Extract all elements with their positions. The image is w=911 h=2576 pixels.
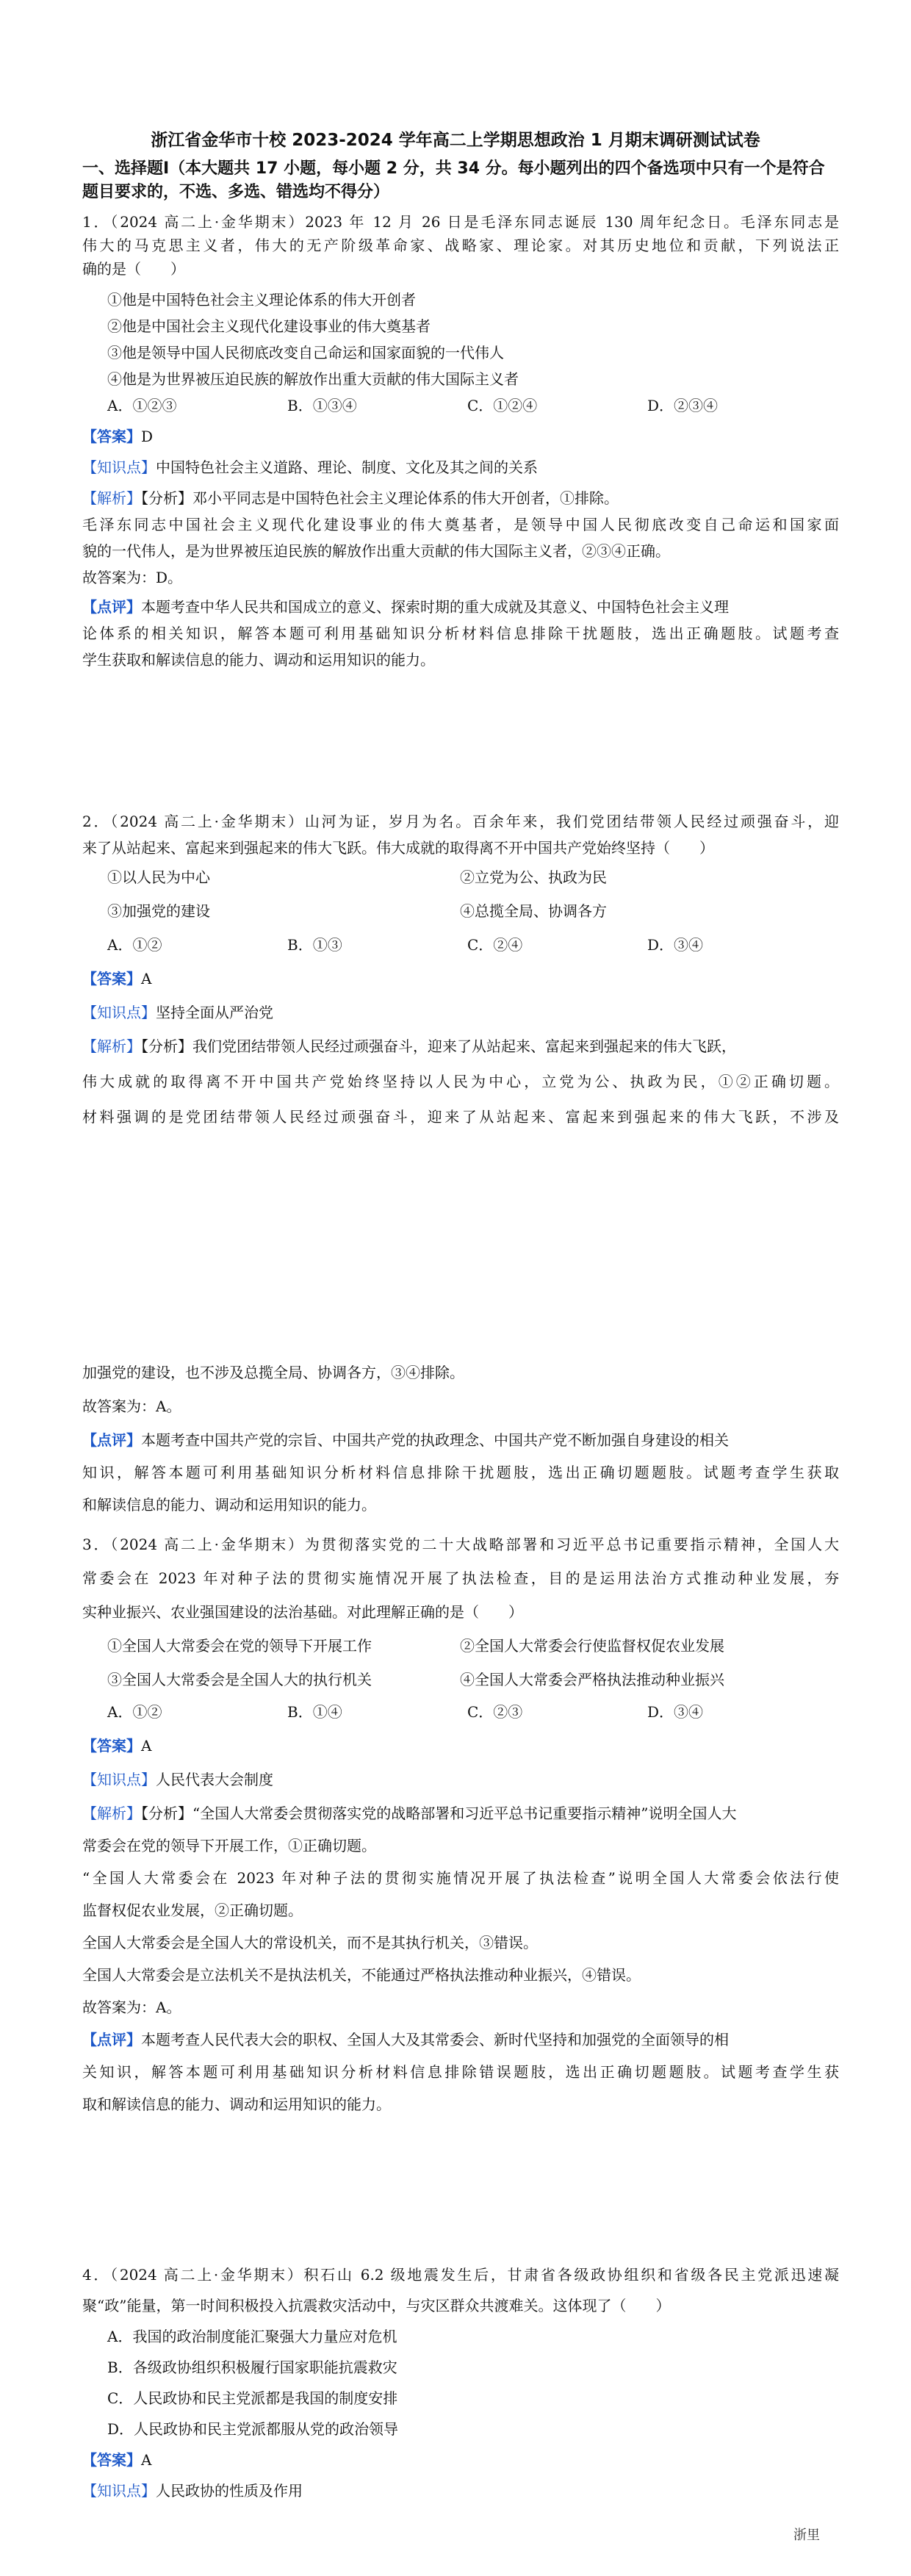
option-1: ①他是中国特色社会主义理论体系的伟大开创者 bbox=[107, 291, 416, 309]
choice-a: A．我国的政治制度能汇聚强大力量应对危机 bbox=[107, 2328, 397, 2345]
choice-b: B．①③ bbox=[287, 936, 342, 954]
option-4: ④全国人大常委会严格执法推动种业振兴 bbox=[460, 1671, 724, 1688]
choice-b: B．各级政协组织积极履行国家职能抗震救灾 bbox=[107, 2359, 397, 2376]
question-stem-line: 常委会在 2023 年对种子法的贯彻实施情况开展了执法检查，目的是运用法治方式推动种业发展，夯 bbox=[82, 1569, 839, 1587]
choice-c: C．人民政协和民主党派都是我国的制度安排 bbox=[107, 2389, 398, 2407]
analysis-line: 常委会在党的领导下开展工作，①正确切题。 bbox=[82, 1837, 376, 1854]
comment-line: 关知识，解答本题可利用基础知识分析材料信息排除错误题肢，选出正确切题题肢。试题考查学生获 bbox=[82, 2063, 839, 2081]
section-heading: 一、选择题Ⅰ（本大题共 17 小题，每小题 2 分，共 34 分。每小题列出的四个备选项中只有一个是符合题目要求的，不选、多选、错选均不得分） bbox=[82, 159, 825, 201]
choice-a: A．①②③ bbox=[107, 397, 177, 414]
question-stem-line: 来了从站起来、富起来到强起来的伟大飞跃。伟大成就的取得离不开中国共产党始终坚持（ ） bbox=[82, 839, 714, 857]
analysis-line: 加强党的建设，也不涉及总揽全局、协调各方，③④排除。 bbox=[82, 1364, 464, 1381]
option-row bbox=[82, 866, 839, 889]
question-2 bbox=[82, 810, 839, 1129]
analysis-text: 【分析】邓小平同志是中国特色社会主义理论体系的伟大开创者，①排除。 bbox=[141, 489, 619, 507]
knowledge-tag: 【知识点】 bbox=[82, 2482, 156, 2500]
analysis-line: 故答案为：A。 bbox=[82, 1998, 181, 2016]
question-4 bbox=[82, 2263, 839, 2503]
choice-c: C．①②④ bbox=[467, 397, 538, 414]
choice-b: B．①④ bbox=[287, 1703, 342, 1721]
comment-line: 知识，解答本题可利用基础知识分析材料信息排除干扰题肢，选出正确切题题肢。试题考查学生获取 bbox=[82, 1464, 839, 1481]
knowledge-text: 坚持全面从严治党 bbox=[156, 1004, 273, 1021]
analysis-line: 监督权促农业发展，②正确切题。 bbox=[82, 1902, 303, 1919]
choice-b: B．①③④ bbox=[287, 397, 357, 414]
option-3: ③全国人大常委会是全国人大的执行机关 bbox=[107, 1671, 372, 1688]
comment-line bbox=[82, 595, 839, 619]
answer-tag: 【答案】 bbox=[82, 2451, 141, 2469]
analysis-line bbox=[82, 1802, 839, 1825]
comment-line: 和解读信息的能力、调动和运用知识的能力。 bbox=[82, 1496, 376, 1514]
document-title: 浙江省金华市十校 2023-2024 学年高二上学期思想政治 1 月期末调研测试试卷 bbox=[151, 131, 760, 150]
option-2: ②立党为公、执政为民 bbox=[460, 868, 607, 886]
answer-value: A bbox=[141, 970, 152, 987]
choice-d: D．③④ bbox=[647, 1703, 704, 1721]
analysis-tag: 【解析】 bbox=[82, 1037, 141, 1055]
choice-d: D．②③④ bbox=[647, 397, 719, 414]
question-stem-line: 3．（2024 高二上·金华期末）为贯彻落实党的二十大战略部署和习近平总书记重要指示精神，全国人大 bbox=[82, 1536, 839, 1553]
analysis-line bbox=[82, 486, 839, 510]
question-stem-line: 实种业振兴、农业强国建设的法治基础。对此理解正确的是（ ） bbox=[82, 1603, 523, 1621]
knowledge-text: 中国特色社会主义道路、理论、制度、文化及其之间的关系 bbox=[156, 458, 538, 476]
question-stem-line: 聚“政”能量，第一时间积极投入抗震救灾活动中，与灾区群众共渡难关。这体现了（ ） bbox=[82, 2297, 671, 2314]
option-1: ①全国人大常委会在党的领导下开展工作 bbox=[107, 1637, 372, 1655]
analysis-line bbox=[82, 1035, 839, 1058]
question-stem-line: 伟大的马克思主义者，伟大的无产阶级革命家、战略家、理论家。对其历史地位和贡献，下列说法正 bbox=[82, 237, 839, 254]
comment-line: 论体系的相关知识，解答本题可利用基础知识分析材料信息排除干扰题肢，选出正确题肢。试题考查 bbox=[82, 625, 839, 642]
answer-value: A bbox=[141, 1737, 152, 1755]
comment-text: 本题考查中国共产党的宗旨、中国共产党的执政理念、中国共产党不断加强自身建设的相关 bbox=[141, 1431, 729, 1449]
choice-a: A．①② bbox=[107, 1703, 162, 1721]
analysis-line: 貌的一代伟人，是为世界被压迫民族的解放作出重大贡献的伟大国际主义者，②③④正确。 bbox=[82, 542, 670, 560]
answer-tag: 【答案】 bbox=[82, 1737, 141, 1755]
option-2: ②他是中国社会主义现代化建设事业的伟大奠基者 bbox=[107, 317, 431, 335]
question-stem-line: 4．（2024 高二上·金华期末）积石山 6.2 级地震发生后，甘肃省各级政协组织和省级各民主党派迅速凝 bbox=[82, 2266, 839, 2284]
question-stem-line: 确的是（ ） bbox=[82, 260, 185, 278]
knowledge-point bbox=[82, 1001, 839, 1024]
analysis-line: “全国人大常委会在 2023 年对种子法的贯彻实施情况开展了执法检查”说明全国人大常委会依法行使 bbox=[82, 1869, 839, 1887]
answer-choices bbox=[82, 394, 839, 417]
question-1 bbox=[82, 210, 839, 672]
question-3 bbox=[82, 1533, 839, 2116]
comment-tag: 【点评】 bbox=[82, 2031, 141, 2048]
option-row bbox=[82, 1634, 839, 1658]
comment-tag: 【点评】 bbox=[82, 598, 141, 616]
choice-c: C．②③ bbox=[467, 1703, 523, 1721]
analysis-text: 【分析】我们党团结带领人民经过顽强奋斗，迎来了从站起来、富起来到强起来的伟大飞跃， bbox=[141, 1037, 736, 1055]
choice-a: A．①② bbox=[107, 936, 162, 954]
analysis-tag: 【解析】 bbox=[82, 1805, 141, 1822]
answer-tag: 【答案】 bbox=[82, 970, 141, 987]
option-row bbox=[82, 1668, 839, 1691]
choice-c: C．②④ bbox=[467, 936, 523, 954]
knowledge-point bbox=[82, 2479, 839, 2503]
analysis-line: 伟大成就的取得离不开中国共产党始终坚持以人民为中心，立党为公、执政为民，①②正确切题。 bbox=[82, 1073, 839, 1090]
option-2: ②全国人大常委会行使监督权促农业发展 bbox=[460, 1637, 724, 1655]
answer-line bbox=[82, 1734, 839, 1757]
answer-value: D bbox=[141, 428, 154, 445]
comment-line bbox=[82, 2028, 839, 2051]
comment-line bbox=[82, 1428, 839, 1452]
option-3: ③加强党的建设 bbox=[107, 902, 210, 920]
comment-tag: 【点评】 bbox=[82, 1431, 141, 1449]
answer-value: A bbox=[141, 2451, 152, 2469]
option-4: ④总揽全局、协调各方 bbox=[460, 902, 607, 920]
comment-text: 本题考查中华人民共和国成立的意义、探索时期的重大成就及其意义、中国特色社会主义理 bbox=[141, 598, 729, 616]
analysis-line: 材料强调的是党团结带领人民经过顽强奋斗，迎来了从站起来、富起来到强起来的伟大飞跃，不涉及 bbox=[82, 1108, 839, 1126]
choice-d: D．人民政协和民主党派都服从党的政治领导 bbox=[107, 2420, 399, 2438]
answer-tag: 【答案】 bbox=[82, 428, 141, 445]
knowledge-point bbox=[82, 1768, 839, 1791]
knowledge-tag: 【知识点】 bbox=[82, 458, 156, 476]
comment-line: 学生获取和解读信息的能力、调动和运用知识的能力。 bbox=[82, 651, 435, 669]
option-1: ①以人民为中心 bbox=[107, 868, 210, 886]
knowledge-tag: 【知识点】 bbox=[82, 1771, 156, 1788]
answer-choices bbox=[82, 933, 839, 957]
choice-d: D．③④ bbox=[647, 936, 704, 954]
comment-text: 本题考查人民代表大会的职权、全国人大及其常委会、新时代坚持和加强党的全面领导的相 bbox=[141, 2031, 729, 2048]
answer-line bbox=[82, 2448, 839, 2472]
question-stem-line: 2．（2024 高二上·金华期末）山河为证，岁月为名。百余年来，我们党团结带领人民经过顽强奋斗，迎 bbox=[82, 813, 839, 830]
analysis-line: 故答案为：A。 bbox=[82, 1397, 181, 1415]
answer-line bbox=[82, 425, 839, 448]
answer-line bbox=[82, 967, 839, 990]
analysis-line: 故答案为：D。 bbox=[82, 569, 183, 586]
knowledge-text: 人民代表大会制度 bbox=[156, 1771, 273, 1788]
analysis-line: 毛泽东同志中国社会主义现代化建设事业的伟大奠基者，是领导中国人民彻底改变自己命运和国家面 bbox=[82, 516, 839, 533]
analysis-line: 全国人大常委会是全国人大的常设机关，而不是其执行机关，③错误。 bbox=[82, 1934, 538, 1951]
analysis-text: 【分析】“全国人大常委会贯彻落实党的战略部署和习近平总书记重要指示精神”说明全国人大 bbox=[141, 1805, 737, 1822]
option-4: ④他是为世界被压迫民族的解放作出重大贡献的伟大国际主义者 bbox=[107, 370, 519, 388]
option-row bbox=[82, 899, 839, 923]
analysis-tag: 【解析】 bbox=[82, 489, 141, 507]
comment-line: 取和解读信息的能力、调动和运用知识的能力。 bbox=[82, 2095, 391, 2113]
knowledge-tag: 【知识点】 bbox=[82, 1004, 156, 1021]
analysis-line: 全国人大常委会是立法机关不是执法机关，不能通过严格执法推动种业振兴，④错误。 bbox=[82, 1966, 641, 1984]
knowledge-text: 人民政协的性质及作用 bbox=[156, 2482, 303, 2500]
answer-choices bbox=[82, 1700, 839, 1724]
question-stem-line: 1．（2024 高二上·金华期末）2023 年 12 月 26 日是毛泽东同志诞辰 130 周年纪念日。毛泽东同志是 bbox=[82, 213, 839, 231]
knowledge-point bbox=[82, 456, 839, 479]
option-3: ③他是领导中国人民彻底改变自己命运和国家面貌的一代伟人 bbox=[107, 344, 504, 361]
footer-watermark: 浙里 bbox=[793, 2528, 820, 2543]
question-2-continued bbox=[82, 1361, 839, 1517]
